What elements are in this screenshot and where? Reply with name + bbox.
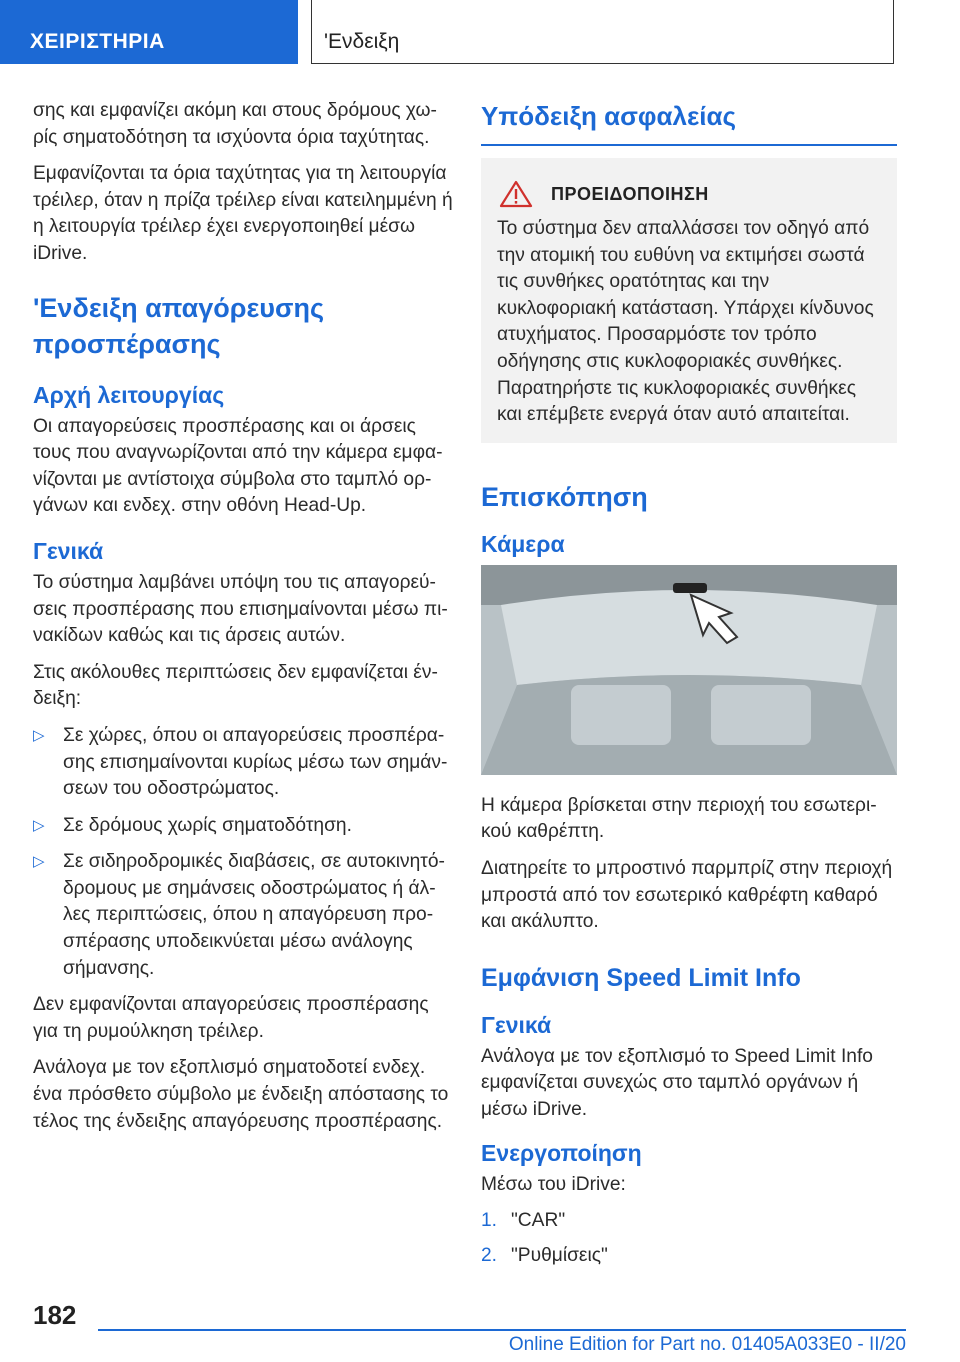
triangle-bullet-icon: ▷ bbox=[33, 816, 45, 834]
list-item bbox=[481, 1208, 897, 1235]
list-item-text: Σε χώρες, όπου οι απαγορεύσεις προσπέρασης επισημαίνονται κυρίως μέσω των σημάνσεων του οδοστρώματος. bbox=[63, 724, 448, 800]
edition-footer: Online Edition for Part no. 01405A033E0 - II/20 bbox=[508, 1334, 906, 1355]
step-number: 2. bbox=[481, 1244, 498, 1266]
list-item bbox=[481, 1243, 897, 1270]
paragraph: Εμφανίζονται τα όρια ταχύτητας για τη λειτουργία τρέιλερ, όταν η πρίζα τρέιλερ είναι κατειλημμένη ή η λειτουργία τρέιλερ έχει ενεργοποιηθεί μέσω iDrive. bbox=[33, 163, 453, 264]
step-text: "CAR" bbox=[511, 1210, 566, 1232]
footer-rule bbox=[98, 1329, 906, 1331]
heading-speed-limit-info: Εμφάνιση Speed Limit Info bbox=[481, 963, 801, 992]
step-number: 1. bbox=[481, 1210, 498, 1232]
paragraph: Οι απαγορεύσεις προσπέρασης και οι άρσεις τους που αναγνωρίζονται από την κάμερα εμφανίζονται με αντίστοιχα σύμβολα στο ταμπλό οργάνων και ενδεχ. στην οθόνη Head-Up. bbox=[33, 415, 443, 517]
paragraph: σης και εμφανίζει ακόμη και στους δρόμους χωρίς σηματοδότηση τα ισχύοντα όρια ταχύτητας. bbox=[33, 100, 437, 148]
list-item bbox=[33, 723, 453, 803]
heading-principle: Αρχή λειτουργίας bbox=[33, 381, 225, 408]
right-column bbox=[481, 98, 897, 1277]
list-item-text: Σε δρόμους χωρίς σηματοδότηση. bbox=[63, 814, 352, 836]
triangle-bullet-icon: ▷ bbox=[33, 726, 45, 744]
warning-triangle-icon bbox=[499, 180, 533, 208]
paragraph: Η κάμερα βρίσκεται στην περιοχή του εσωτερικού καθρέπτη. bbox=[481, 794, 877, 843]
heading-general: Γενικά bbox=[33, 537, 104, 564]
list-item bbox=[33, 849, 453, 982]
page-number: 182 bbox=[33, 1300, 77, 1330]
list-item-text: Σε σιδηροδρομικές διαβάσεις, σε αυτοκινητόδρομους με σημάνσεις οδοστρώματος ή άλλες περιπτώσεις, όπου η απαγόρευση προσπέρασης υποδεικνύεται μέσω ανάλογης σήμανσης. bbox=[63, 851, 445, 979]
paragraph: Διατηρείτε το μπροστινό παρμπρίζ στην περιοχή μπροστά από τον εσωτερικό καθρέφτη καθαρό και ακάλυπτο. bbox=[481, 857, 893, 933]
heading-safety: Υπόδειξη ασφαλείας bbox=[481, 98, 897, 146]
paragraph: Ανάλογα με τον εξοπλισμό το Speed Limit Info εμφανίζεται συνεχώς στο ταμπλό οργάνων ή μέσω iDrive. bbox=[481, 1045, 873, 1120]
section-tab: ΧΕΙΡΙΣΤΗΡΙΑ bbox=[0, 0, 298, 64]
chapter-title: 'Ενδειξη bbox=[311, 0, 894, 64]
warning-box bbox=[481, 158, 897, 443]
paragraph: Δεν εμφανίζονται απαγορεύσεις προσπέρασης για τη ρυμούλκηση τρέιλερ. bbox=[33, 994, 429, 1042]
heading-overview: Επισκόπηση bbox=[481, 481, 648, 512]
heading-activation: Ενεργοποίηση bbox=[481, 1139, 642, 1166]
paragraph: Στις ακόλουθες περιπτώσεις δεν εμφανίζεται ένδειξη: bbox=[33, 661, 438, 710]
camera-location-photo bbox=[481, 565, 897, 775]
heading-overtaking-ban: 'Ενδειξη απαγόρευσης προσπέρασης bbox=[33, 292, 325, 359]
warning-text: Το σύστημα δεν απαλλάσσει τον οδηγό από την ατομική του ευθύνη να εκτιμήσει σωστά τις συνθήκες ορατότητας και την κυκλοφοριακή κατάσταση. Υπάρχει κίνδυνος ατυχήματος. Προσαρμόστε τον τρόπο οδήγησης στις κυκλοφοριακές συνθήκες. Παρατηρήστε τις κυκλοφοριακές συνθήκες και επέμβετε ενεργά όταν αυτό απαιτείται. bbox=[497, 218, 874, 426]
paragraph: Μέσω του iDrive: bbox=[481, 1173, 626, 1195]
warning-header bbox=[487, 180, 883, 208]
heading-camera: Κάμερα bbox=[481, 530, 565, 557]
left-column bbox=[33, 98, 453, 1145]
paragraph: Ανάλογα με τον εξοπλισμό σηματοδοτεί ενδεχ. ένα πρόσθετο σύμβολο με ένδειξη απόστασης το τέλος της ένδειξης απαγόρευσης προσπέρασης. bbox=[33, 1057, 449, 1132]
paragraph: Το σύστημα λαμβάνει υπόψη του τις απαγορεύσεις προσπέρασης που επισημαίνονται μέσω πινακίδων καθώς και τις άρσεις αυτών. bbox=[33, 571, 448, 647]
list-item bbox=[33, 813, 453, 840]
warning-title: ΠΡΟΕΙΔΟΠΟΙΗΣΗ bbox=[551, 183, 709, 204]
heading-general-2: Γενικά bbox=[481, 1011, 552, 1038]
step-text: "Ρυθμίσεις" bbox=[511, 1244, 608, 1266]
steps-list bbox=[481, 1208, 897, 1269]
bullet-list bbox=[33, 723, 453, 982]
triangle-bullet-icon: ▷ bbox=[33, 853, 45, 871]
